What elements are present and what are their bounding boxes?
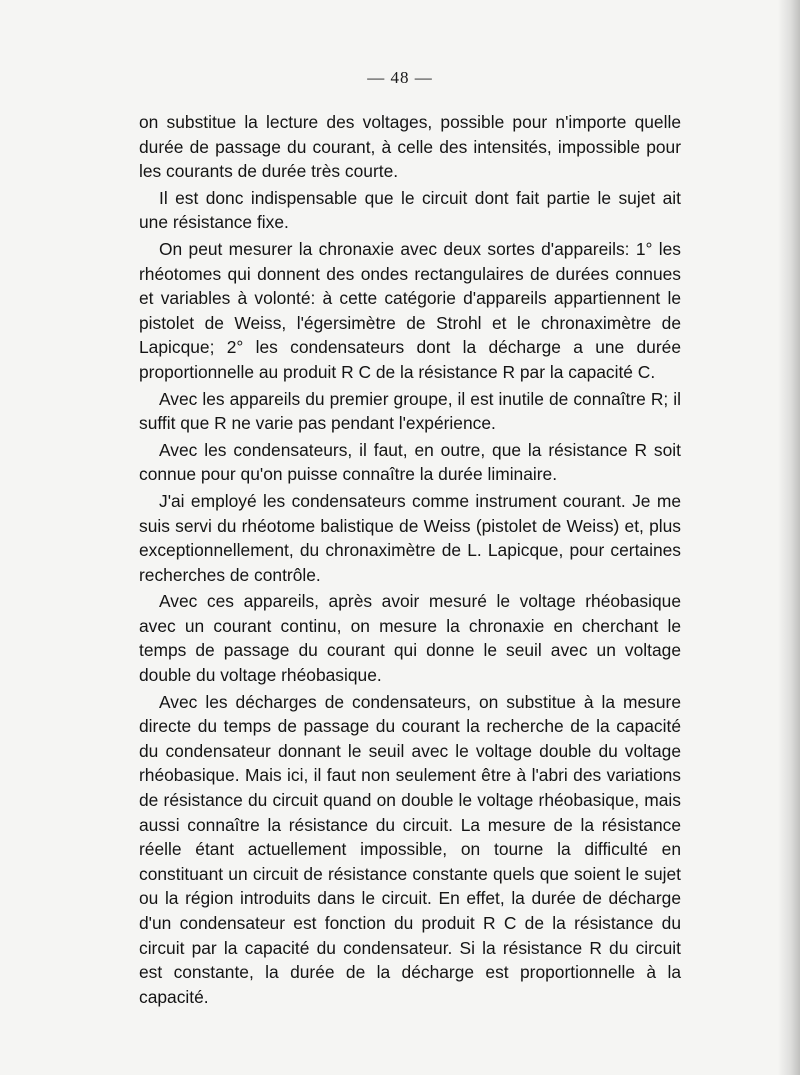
body-text — [139, 110, 681, 1011]
page-edge-shadow — [778, 0, 800, 1075]
paragraph: J'ai employé les condensateurs comme instrument courant. Je me suis servi du rhéotome balistique de Weiss (pistolet de Weiss) et, plus exceptionnellement, du chronaximètre de L. Lapicque, pour certaines recherches de contrôle. — [139, 490, 681, 585]
paragraph: Avec les appareils du premier groupe, il est inutile de connaître R; il suffit que R ne varie pas pendant l'expérience. — [139, 388, 681, 434]
paragraph-continuation: on substitue la lecture des voltages, possible pour n'importe quelle durée de passage du courant, à celle des intensités, impossible pour les courants de durée très courte. — [139, 112, 681, 182]
paragraph: Avec les décharges de condensateurs, on substitue à la mesure directe du temps de passage du courant la recherche de la capacité du condensateur donnant le seuil avec le voltage double du voltage rhéobasique. Mais ici, il faut non seulement être à l'abri des variations de résistance du circuit quand on double le voltage rhéobasique, mais aussi connaître la résistance du circuit. La mesure de la résistance réelle étant actuellement impossible, on tourne la difficulté en constituant un circuit de résistance constante quels que soient le sujet ou la région introduits dans le circuit. En effet, la durée de décharge d'un condensateur est fonction du produit R C de la résistance du circuit par la capacité du condensateur. Si la résistance R du circuit est constante, la durée de la décharge est proportionnelle à la capacité. — [139, 691, 681, 1007]
paragraph: Il est donc indispensable que le circuit dont fait partie le sujet ait une résistance fixe. — [139, 187, 681, 233]
paragraph: Avec les condensateurs, il faut, en outre, que la résistance R soit connue pour qu'on puisse connaître la durée liminaire. — [139, 439, 681, 485]
paragraph: On peut mesurer la chronaxie avec deux sortes d'appareils: 1° les rhéotomes qui donnent des ondes rectangulaires de durées connues et variables à volonté: à cette catégorie d'appareils appartiennent le pistolet de Weiss, l'égersimètre de Strohl et le chronaximètre de Lapicque; 2° les condensateurs dont la décharge a une durée proportionnelle au produit R C de la résistance R par la capacité C. — [139, 238, 681, 382]
page-number: — 48 — — [367, 68, 433, 87]
paragraph: Avec ces appareils, après avoir mesuré le voltage rhéobasique avec un courant continu, on mesure la chronaxie en cherchant le temps de passage du courant qui donne le seuil avec un voltage double du voltage rhéobasique. — [139, 591, 681, 686]
